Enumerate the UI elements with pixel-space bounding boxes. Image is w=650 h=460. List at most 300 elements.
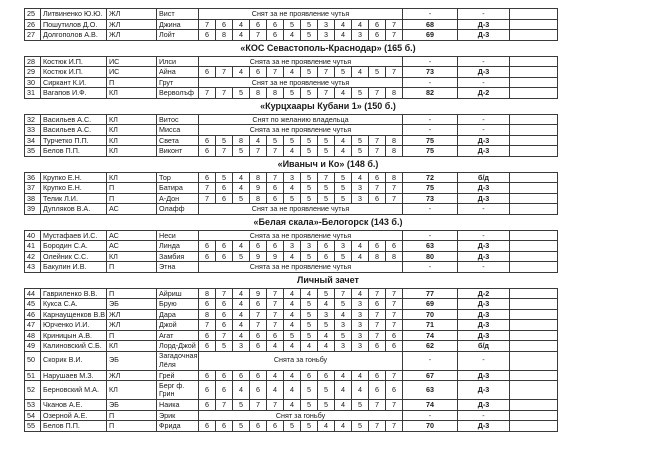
- score-cell: 7: [386, 309, 403, 320]
- score-cell: 5: [318, 193, 335, 204]
- removal-note: Снят за гоньбу: [199, 410, 403, 421]
- score-cell: 6: [386, 341, 403, 352]
- score-cell: 7: [216, 288, 233, 299]
- score-cell: 5: [233, 421, 250, 432]
- breed: П: [107, 262, 157, 273]
- dog-name: Эрик: [157, 410, 199, 421]
- score-cell: 6: [250, 299, 267, 310]
- breed: АС: [107, 230, 157, 241]
- blank-cell: [510, 19, 558, 30]
- breed: КЛ: [107, 114, 157, 125]
- total-score: -: [403, 9, 458, 20]
- score-cell: 4: [233, 330, 250, 341]
- total-score: 70: [403, 309, 458, 320]
- score-cell: 6: [250, 19, 267, 30]
- score-cell: 4: [318, 330, 335, 341]
- score-cell: 3: [352, 299, 369, 310]
- table-row: [25, 193, 558, 204]
- blank-cell: [510, 410, 558, 421]
- total-score: -: [403, 262, 458, 273]
- total-score: 63: [403, 241, 458, 252]
- dog-name: Этна: [157, 262, 199, 273]
- table-row: [25, 19, 558, 30]
- score-cell: 6: [199, 400, 216, 411]
- entry-number: 55: [25, 421, 41, 432]
- entry-number: 52: [25, 381, 41, 400]
- score-cell: 7: [250, 30, 267, 41]
- owner-name: Крупко Е.Н.: [41, 183, 107, 194]
- dog-name: Наика: [157, 400, 199, 411]
- score-cell: 5: [318, 183, 335, 194]
- score-cell: 4: [352, 19, 369, 30]
- score-cell: 5: [335, 183, 352, 194]
- blank-cell: [510, 114, 558, 125]
- score-cell: 5: [318, 288, 335, 299]
- score-cell: 5: [301, 421, 318, 432]
- score-cell: 5: [301, 30, 318, 41]
- score-cell: 4: [233, 19, 250, 30]
- breed: П: [107, 421, 157, 432]
- score-cell: 7: [216, 67, 233, 78]
- diploma: Д-2: [458, 288, 510, 299]
- diploma: Д-3: [458, 251, 510, 262]
- score-cell: 7: [335, 288, 352, 299]
- table-row: [25, 299, 558, 310]
- score-cell: 6: [301, 370, 318, 381]
- owner-name: Долгополов А.В.: [41, 30, 107, 41]
- total-score: -: [403, 351, 458, 370]
- score-cell: 6: [318, 241, 335, 252]
- table-row: [25, 410, 558, 421]
- score-cell: 5: [284, 19, 301, 30]
- score-cell: 6: [250, 67, 267, 78]
- score-cell: 3: [318, 19, 335, 30]
- score-cell: 6: [369, 19, 386, 30]
- section-title: «Белая скала»-Белогорск (143 б.): [253, 216, 403, 227]
- score-cell: 6: [216, 241, 233, 252]
- score-cell: 9: [250, 288, 267, 299]
- score-cell: 4: [335, 381, 352, 400]
- breed: ЖЛ: [107, 30, 157, 41]
- score-cell: 7: [386, 320, 403, 331]
- dog-name: Вист: [157, 9, 199, 20]
- total-score: 82: [403, 88, 458, 99]
- score-cell: 6: [199, 341, 216, 352]
- score-cell: 3: [352, 309, 369, 320]
- score-cell: 5: [318, 381, 335, 400]
- dog-name: Мисса: [157, 125, 199, 136]
- blank-cell: [510, 67, 558, 78]
- score-cell: 5: [335, 193, 352, 204]
- score-cell: 4: [352, 241, 369, 252]
- section-header-row: [25, 98, 558, 114]
- diploma: Д-3: [458, 19, 510, 30]
- total-score: 71: [403, 320, 458, 331]
- blank-cell: [510, 341, 558, 352]
- blank-cell: [510, 88, 558, 99]
- removal-note: Снят по желанию владельца: [199, 114, 403, 125]
- score-cell: 4: [335, 30, 352, 41]
- total-score: 72: [403, 172, 458, 183]
- score-cell: 5: [301, 330, 318, 341]
- score-cell: 6: [216, 381, 233, 400]
- owner-name: Крупко Е.Н.: [41, 172, 107, 183]
- owner-name: Турчетко П.П.: [41, 135, 107, 146]
- table-row: [25, 172, 558, 183]
- owner-name: Дупляков В.А.: [41, 204, 107, 215]
- score-cell: 7: [199, 320, 216, 331]
- diploma: Д-3: [458, 370, 510, 381]
- score-cell: 4: [352, 288, 369, 299]
- table-row: [25, 77, 558, 88]
- diploma: Д-3: [458, 135, 510, 146]
- section-spacer: [458, 40, 558, 56]
- score-cell: 6: [216, 193, 233, 204]
- breed: КЛ: [107, 125, 157, 136]
- score-cell: 3: [233, 341, 250, 352]
- score-cell: 8: [369, 251, 386, 262]
- score-cell: 7: [369, 146, 386, 157]
- score-cell: 6: [199, 67, 216, 78]
- total-score: -: [403, 230, 458, 241]
- score-cell: 3: [335, 320, 352, 331]
- score-cell: 6: [250, 421, 267, 432]
- score-cell: 5: [301, 19, 318, 30]
- dog-name: Джина: [157, 19, 199, 30]
- section-header-row: [25, 214, 558, 230]
- removal-note: Снята за не проявление чутья: [199, 56, 403, 67]
- score-cell: 3: [352, 330, 369, 341]
- table-row: [25, 125, 558, 136]
- table-row: [25, 56, 558, 67]
- removal-note: Снята за не проявление чутья: [199, 125, 403, 136]
- blank-cell: [510, 230, 558, 241]
- blank-cell: [510, 370, 558, 381]
- score-cell: 4: [284, 299, 301, 310]
- section-title: «КОС Севастополь-Краснодар» (165 б.): [240, 42, 416, 53]
- diploma: -: [458, 351, 510, 370]
- diploma: Д-3: [458, 309, 510, 320]
- score-cell: 4: [352, 67, 369, 78]
- score-cell: 7: [386, 299, 403, 310]
- score-cell: 4: [352, 251, 369, 262]
- score-cell: 5: [301, 193, 318, 204]
- total-score: -: [403, 56, 458, 67]
- entry-number: 25: [25, 9, 41, 20]
- score-cell: 7: [386, 370, 403, 381]
- score-cell: 6: [369, 370, 386, 381]
- blank-cell: [510, 30, 558, 41]
- breed: КЛ: [107, 251, 157, 262]
- blank-cell: [510, 330, 558, 341]
- section-spacer: [25, 40, 199, 56]
- score-cell: 8: [199, 309, 216, 320]
- score-cell: 5: [284, 421, 301, 432]
- table-row: [25, 320, 558, 331]
- removal-note: Снята за не проявление чутья: [199, 262, 403, 273]
- score-cell: 5: [352, 135, 369, 146]
- score-cell: 5: [216, 172, 233, 183]
- entry-number: 38: [25, 193, 41, 204]
- score-cell: 9: [250, 251, 267, 262]
- table-row: [25, 146, 558, 157]
- blank-cell: [510, 421, 558, 432]
- entry-number: 51: [25, 370, 41, 381]
- score-cell: 5: [267, 135, 284, 146]
- score-cell: 7: [199, 19, 216, 30]
- score-cell: 8: [250, 172, 267, 183]
- score-cell: 6: [250, 241, 267, 252]
- table-row: [25, 400, 558, 411]
- owner-name: Гавриленко В.В.: [41, 288, 107, 299]
- dog-name: Джой: [157, 320, 199, 331]
- score-cell: 7: [386, 400, 403, 411]
- diploma: Д-2: [458, 88, 510, 99]
- owner-name: Белов П.П.: [41, 421, 107, 432]
- score-cell: 3: [284, 241, 301, 252]
- score-cell: 3: [318, 30, 335, 41]
- score-cell: 6: [216, 183, 233, 194]
- score-cell: 3: [301, 241, 318, 252]
- blank-cell: [510, 56, 558, 67]
- score-cell: 5: [233, 193, 250, 204]
- score-cell: 4: [284, 183, 301, 194]
- score-cell: 7: [386, 30, 403, 41]
- score-cell: 7: [267, 320, 284, 331]
- score-cell: 4: [233, 183, 250, 194]
- diploma: Д-3: [458, 400, 510, 411]
- breed: КЛ: [107, 88, 157, 99]
- score-cell: 5: [284, 330, 301, 341]
- diploma: б/д: [458, 341, 510, 352]
- blank-cell: [510, 135, 558, 146]
- score-cell: 7: [386, 421, 403, 432]
- dog-name: Грей: [157, 370, 199, 381]
- owner-name: Васильев А.С.: [41, 125, 107, 136]
- entry-number: 34: [25, 135, 41, 146]
- score-cell: 4: [284, 370, 301, 381]
- score-cell: 6: [216, 251, 233, 262]
- score-cell: 5: [301, 320, 318, 331]
- table-row: [25, 341, 558, 352]
- section-spacer: [25, 272, 199, 288]
- score-cell: 7: [250, 309, 267, 320]
- score-cell: 4: [233, 241, 250, 252]
- breed: ЭБ: [107, 400, 157, 411]
- dog-name: Дара: [157, 309, 199, 320]
- score-cell: 3: [352, 183, 369, 194]
- score-cell: 6: [250, 330, 267, 341]
- section-header-row: [25, 40, 558, 56]
- score-cell: 6: [199, 370, 216, 381]
- score-cell: 7: [267, 146, 284, 157]
- score-cell: 4: [335, 135, 352, 146]
- score-cell: 4: [318, 299, 335, 310]
- score-cell: 4: [233, 320, 250, 331]
- table-row: [25, 381, 558, 400]
- score-cell: 5: [318, 146, 335, 157]
- owner-name: Мустафаев И.С.: [41, 230, 107, 241]
- score-cell: 4: [284, 288, 301, 299]
- score-cell: 4: [284, 381, 301, 400]
- removal-note: Снята за гоньбу: [199, 351, 403, 370]
- score-cell: 7: [369, 183, 386, 194]
- owner-name: Берновский М.А.: [41, 381, 107, 400]
- score-cell: 4: [301, 341, 318, 352]
- total-score: 62: [403, 341, 458, 352]
- dog-name: Лойт: [157, 30, 199, 41]
- entry-number: 45: [25, 299, 41, 310]
- diploma: -: [458, 410, 510, 421]
- owner-name: Пошутилов Д.О.: [41, 19, 107, 30]
- section-title: «Курцхаары Кубани 1» (150 б.): [260, 100, 396, 111]
- dog-name: Грут: [157, 77, 199, 88]
- score-cell: 5: [335, 299, 352, 310]
- score-cell: 4: [284, 30, 301, 41]
- score-cell: 7: [386, 67, 403, 78]
- owner-name: Нарушаев М.З.: [41, 370, 107, 381]
- score-cell: 6: [369, 193, 386, 204]
- score-cell: 8: [233, 135, 250, 146]
- score-cell: 3: [352, 320, 369, 331]
- score-cell: 9: [267, 251, 284, 262]
- score-cell: 4: [233, 67, 250, 78]
- entry-number: 39: [25, 204, 41, 215]
- owner-name: Озерной А.Е.: [41, 410, 107, 421]
- section-header-row: [25, 156, 558, 172]
- score-cell: 5: [301, 299, 318, 310]
- score-cell: 6: [250, 341, 267, 352]
- score-cell: 4: [267, 370, 284, 381]
- section-spacer: [458, 214, 558, 230]
- score-cell: 4: [318, 341, 335, 352]
- results-body: [25, 9, 558, 432]
- score-cell: 4: [233, 30, 250, 41]
- score-cell: 8: [386, 135, 403, 146]
- score-cell: 3: [284, 172, 301, 183]
- score-cell: 5: [284, 88, 301, 99]
- dog-name: Олафф: [157, 204, 199, 215]
- entry-number: 29: [25, 67, 41, 78]
- score-cell: 4: [284, 341, 301, 352]
- diploma: Д-3: [458, 67, 510, 78]
- score-cell: 5: [301, 400, 318, 411]
- score-cell: 6: [199, 381, 216, 400]
- score-cell: 4: [352, 172, 369, 183]
- owner-name: Белов П.П.: [41, 146, 107, 157]
- total-score: 73: [403, 67, 458, 78]
- breed: ЭБ: [107, 299, 157, 310]
- score-cell: 7: [199, 183, 216, 194]
- owner-name: Олейник С.С.: [41, 251, 107, 262]
- dog-name: Айриш: [157, 288, 199, 299]
- score-cell: 7: [216, 146, 233, 157]
- score-cell: 6: [386, 381, 403, 400]
- owner-name: Калиновский С.Б.: [41, 341, 107, 352]
- owner-name: Бакулин И.В.: [41, 262, 107, 273]
- score-cell: 6: [369, 381, 386, 400]
- score-cell: 5: [284, 135, 301, 146]
- owner-name: Вагапов И.Ф.: [41, 88, 107, 99]
- score-cell: 6: [267, 421, 284, 432]
- score-cell: 7: [267, 299, 284, 310]
- table-row: [25, 330, 558, 341]
- owner-name: Васильев А.С.: [41, 114, 107, 125]
- score-cell: 6: [250, 381, 267, 400]
- diploma: Д-3: [458, 381, 510, 400]
- score-cell: 5: [233, 88, 250, 99]
- score-cell: 6: [233, 370, 250, 381]
- score-cell: 6: [199, 135, 216, 146]
- score-cell: 8: [216, 30, 233, 41]
- score-cell: 4: [335, 146, 352, 157]
- score-cell: 4: [335, 19, 352, 30]
- removal-note: Снят за не проявление чутья: [199, 77, 403, 88]
- breed: ЭБ: [107, 351, 157, 370]
- score-cell: 5: [301, 135, 318, 146]
- table-row: [25, 230, 558, 241]
- score-cell: 5: [301, 183, 318, 194]
- total-score: -: [403, 410, 458, 421]
- total-score: 75: [403, 146, 458, 157]
- entry-number: 36: [25, 172, 41, 183]
- total-score: -: [403, 204, 458, 215]
- score-cell: 7: [250, 400, 267, 411]
- diploma: Д-3: [458, 320, 510, 331]
- entry-number: 41: [25, 241, 41, 252]
- diploma: Д-3: [458, 241, 510, 252]
- entry-number: 44: [25, 288, 41, 299]
- blank-cell: [510, 125, 558, 136]
- section-spacer: [458, 272, 558, 288]
- breed: ИС: [107, 56, 157, 67]
- table-row: [25, 309, 558, 320]
- owner-name: Криницын А.В.: [41, 330, 107, 341]
- blank-cell: [510, 351, 558, 370]
- breed: КЛ: [107, 135, 157, 146]
- diploma: -: [458, 56, 510, 67]
- score-cell: 4: [284, 400, 301, 411]
- score-cell: 6: [216, 370, 233, 381]
- diploma: -: [458, 204, 510, 215]
- table-row: [25, 183, 558, 194]
- table-row: [25, 351, 558, 370]
- diploma: Д-3: [458, 193, 510, 204]
- total-score: 74: [403, 330, 458, 341]
- score-cell: 7: [250, 146, 267, 157]
- table-row: [25, 288, 558, 299]
- score-cell: 6: [318, 251, 335, 262]
- score-cell: 5: [301, 381, 318, 400]
- score-cell: 7: [369, 330, 386, 341]
- table-row: [25, 262, 558, 273]
- diploma: Д-3: [458, 330, 510, 341]
- blank-cell: [510, 400, 558, 411]
- score-cell: 6: [199, 299, 216, 310]
- breed: ЖЛ: [107, 370, 157, 381]
- entry-number: 31: [25, 88, 41, 99]
- score-cell: 7: [386, 19, 403, 30]
- score-cell: 9: [250, 183, 267, 194]
- diploma: Д-3: [458, 183, 510, 194]
- breed: ИС: [107, 67, 157, 78]
- score-cell: 6: [369, 299, 386, 310]
- table-row: [25, 114, 558, 125]
- entry-number: 43: [25, 262, 41, 273]
- score-cell: 5: [301, 67, 318, 78]
- owner-name: Телик Л.И.: [41, 193, 107, 204]
- score-cell: 5: [233, 400, 250, 411]
